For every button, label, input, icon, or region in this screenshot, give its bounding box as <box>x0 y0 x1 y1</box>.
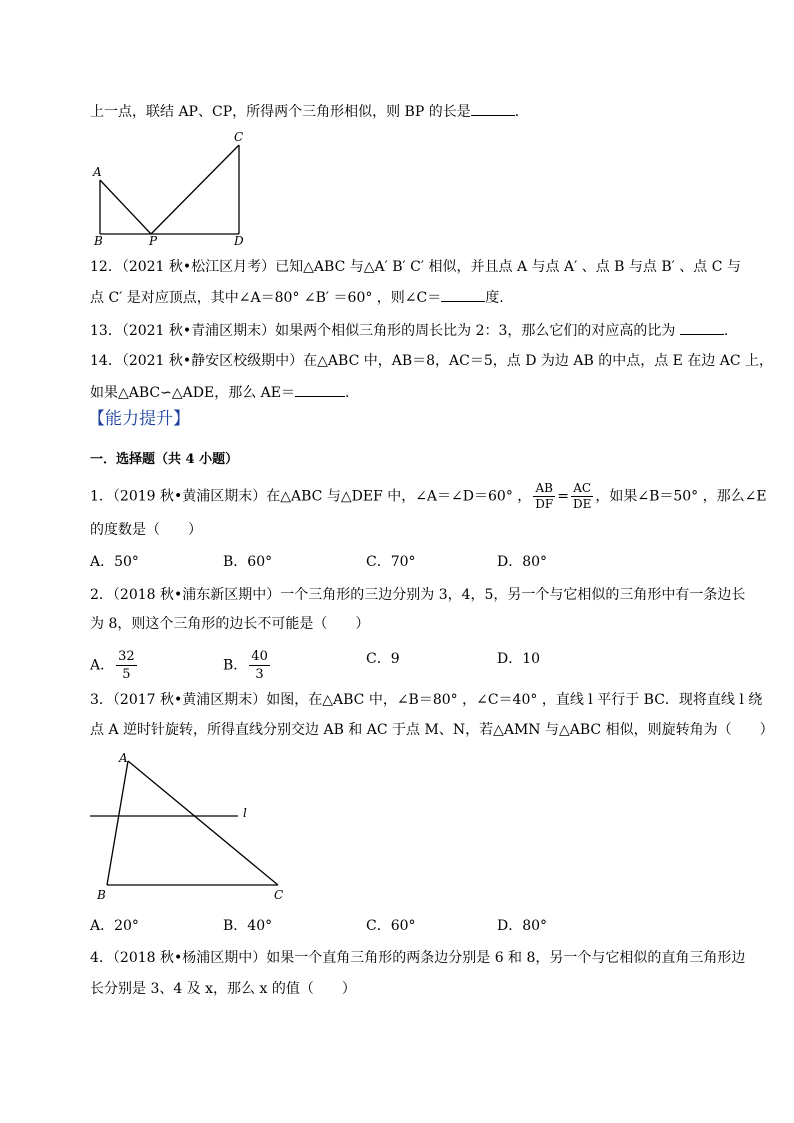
p1-option-c[interactable]: C．70° <box>366 554 416 570</box>
subheading: 一．选择题（共 4 小题） <box>90 452 239 467</box>
option-letter: B． <box>223 657 248 674</box>
fraction-denominator: DF <box>535 497 554 511</box>
q14-period: . <box>344 385 350 401</box>
fraction-40-3 <box>249 648 270 683</box>
q12-line1: 12．（2021 秋•松江区月考）已知△ABC 与△A′ B′ C′ 相似，并且点 A 与点 A′ 、点 B 与点 B′ 、点 C 与 <box>90 259 741 275</box>
p3-option-d[interactable]: D．80° <box>497 918 548 934</box>
p2-option-a[interactable] <box>90 648 139 683</box>
p4-line2: 长分别是 3、4 及 x，那么 x 的值（ ） <box>90 981 356 997</box>
q14-line2-text: 如果△ABC∽△ADE，那么 AE＝ <box>90 385 295 401</box>
label-d: D <box>234 234 244 248</box>
fraction-denominator: 5 <box>122 667 131 682</box>
answer-blank <box>471 101 515 116</box>
fraction-numerator: 40 <box>251 649 268 664</box>
q14-line1: 14．（2021 秋•静安区校级期中）在△ABC 中，AB＝8，AC＝5，点 D 为边 AB 的中点，点 E 在边 AC 上， <box>90 353 774 369</box>
fraction-denominator: 3 <box>255 667 264 682</box>
answer-blank <box>441 287 485 302</box>
option-letter: A． <box>90 657 115 674</box>
label-a: A <box>93 165 102 179</box>
answer-blank <box>295 382 345 397</box>
p3-option-c[interactable]: C．60° <box>366 918 416 934</box>
q14-line2 <box>90 382 349 403</box>
q11-period: . <box>514 104 520 120</box>
p2-option-b[interactable] <box>223 648 272 683</box>
fraction-denominator: DE <box>572 497 592 511</box>
p2-option-d[interactable]: D．10 <box>497 651 541 667</box>
label-line-l: l <box>243 806 247 820</box>
fraction-ab-df <box>533 481 555 512</box>
p1-text-cont: ，如果∠B＝50° ，那么∠E <box>595 488 767 505</box>
p3-option-b[interactable]: B．40° <box>223 918 273 934</box>
fraction-numerator: AB <box>533 481 555 497</box>
q11-line: 上一点，联结 AP、CP，所得两个三角形相似，则 BP 的长是 <box>90 104 471 120</box>
p3-line2: 点 A 逆时针旋转，所得直线分别交边 AB 和 AC 于点 M、N，若△AMN 与△ABC 相似，则旋转角为（ ） <box>90 722 774 738</box>
q13-line <box>90 320 728 341</box>
q13-text: 13．（2021 秋•青浦区期末）如果两个相似三角形的周长比为 2：3，那么它们的对应高的比为 <box>90 323 676 339</box>
label-p: P <box>149 234 158 248</box>
fraction-numerator: 32 <box>118 649 135 664</box>
p1-text: 1．（2019 秋•黄浦区期末）在△ABC 与△DEF 中，∠A＝∠D＝60° ， <box>90 488 532 505</box>
p1-option-d[interactable]: D．80° <box>497 554 548 570</box>
q11-text <box>90 101 519 122</box>
p2-line1: 2．（2018 秋•浦东新区期中）一个三角形的三边分别为 3，4，5，另一个与它相似的三角形中有一条边长 <box>90 587 746 603</box>
label-c: C <box>234 130 244 144</box>
label-b: B <box>94 234 103 248</box>
p3-line1: 3．（2017 秋•黄浦区期末）如图，在△ABC 中，∠B＝80° ，∠C＝40° ，直线 l 平行于 BC．现将直线 l 绕 <box>90 692 763 708</box>
q12-line2 <box>90 287 504 308</box>
p3-option-a[interactable]: A．20° <box>90 918 139 934</box>
q12-unit: 度. <box>485 290 504 306</box>
figure-abpcd <box>88 128 258 248</box>
section-title: 【能力提升】 <box>88 409 190 429</box>
p2-option-c[interactable]: C．9 <box>366 651 400 667</box>
label-c: C <box>274 888 284 902</box>
fraction-ac-de <box>571 481 593 512</box>
label-b: B <box>97 888 106 902</box>
fraction-numerator: AC <box>571 481 593 497</box>
q13-period: . <box>723 323 729 339</box>
p1-line1 <box>90 481 767 512</box>
label-a: A <box>119 751 128 765</box>
p4-line1: 4．（2018 秋•杨浦区期中）如果一个直角三角形的两条边分别是 6 和 8，另一个与它相似的直角三角形边 <box>90 950 746 966</box>
figure-triangle-abc <box>88 748 298 903</box>
p1-line2: 的度数是（ ） <box>90 522 202 538</box>
answer-blank <box>680 320 724 335</box>
p1-option-a[interactable]: A．50° <box>90 554 139 570</box>
q12-line2-text: 点 C′ 是对应顶点，其中∠A＝80° ∠B′ ＝60° ，则∠C＝ <box>90 290 442 306</box>
p1-option-b[interactable]: B．60° <box>223 554 273 570</box>
fraction-32-5 <box>116 648 137 683</box>
equals-sign: = <box>557 488 569 505</box>
p2-line2: 为 8，则这个三角形的边长不可能是（ ） <box>90 616 370 632</box>
